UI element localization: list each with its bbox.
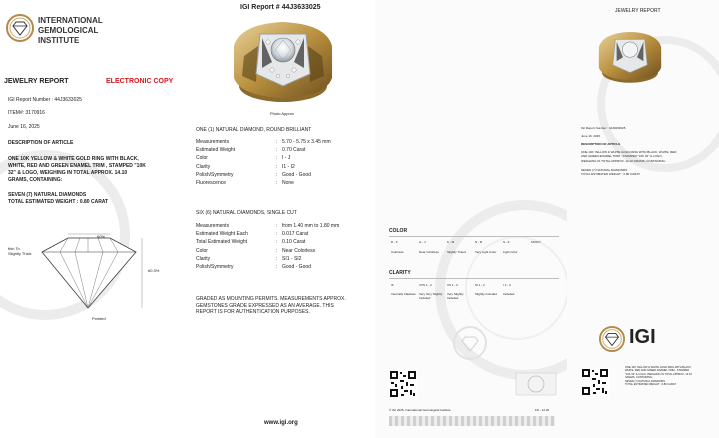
culet-label: Pointed [92,316,106,321]
section2-colons: : : : : : : [276,223,278,271]
copyright: © IGI 2025, International Gemological Institute [389,408,451,412]
igi-wordmark: IGI [629,326,656,348]
igi-logo-icon [599,326,625,352]
clarity-grade-row: IF VVS 1 - 2 VS 1 - 2 SI 1 - 2 I 1 - 3 [391,283,511,287]
section1-labels: Measurements Estimated Weight Color Clarity Polish/Symmetry Fluorescence [196,139,236,187]
table-percentage: 60% [97,234,106,239]
grading-scales-panel [375,0,567,438]
electronic-copy-label: ELECTRONIC COPY [106,78,174,85]
section1-colons: : : : : : : [276,139,278,187]
report-date: June 16, 2025 [8,124,40,130]
igi-logo-icon [6,14,34,42]
diamond-summary: SEVEN (7) NATURAL DIAMONDS TOTAL ESTIMATED WEIGHT : 0.80 CARAT [8,192,109,205]
jewelry-report-title: JEWELRY REPORT [615,8,661,14]
color-desc-row: Colorless Near Colorless Slightly Tinted Very Light Color Light Color [391,250,518,254]
report-number: IGI Report Number : 44J3633025 [8,97,82,103]
qr-side-text: ONE 10K YELLOW & WHITE GOLD RING WITH BLACK, WHITE, RED AND GREEN ENAMEL TRIM , STAMPED "10K 32" & LOGO, WEIGHING IN TOTAL APPROX. 14.10 GRAMS, CONTAINING: SEVEN (7) NATURAL DIAMONDS TOTAL ESTIMATED WEIGHT : 0.80 CARAT [625,366,692,387]
jewelry-report-title: JEWELRY REPORT [4,78,69,85]
report-panel-details [190,0,375,438]
section1-values: 5.70 - 5.75 x 3.45 mm 0.70 Carat I - J I1 - I2 Good - Good None [282,139,331,187]
section1-title: ONE (1) NATURAL DIAMOND, ROUND BRILLIANT [196,127,312,133]
section2-labels: Measurements Estimated Weight Each Total Estimated Weight Color Clarity Polish/Symmetry [196,223,248,271]
qr-code[interactable] [389,370,417,398]
ring-thumbnail [595,28,665,84]
section2-values: from 1.40 mm to 1.80 mm 0.017 Carat 0.10 Carat Near Colorless SI1 - SI2 Good - Good [282,223,340,271]
ring-photo [228,16,338,104]
proportion-diagram [30,232,148,314]
section2-title: SIX (6) NATURAL DIAMONDS, SINGLE CUT [196,210,297,216]
photo-caption: Photo Approx [270,111,295,116]
color-grade-row: D - F G - J K - M N - R S - Z FANCY [391,240,542,244]
security-hologram-icon [515,372,557,396]
fine-print-strip [389,416,555,426]
report-title: IGI Report # 44J3633025 [240,4,321,11]
clarity-desc-row: Internally Flawless Very Very Slightly Included Very Slightly Included Slightly Included Included [391,292,515,300]
diamond-summary: SEVEN (7) NATURAL DIAMONDS TOTAL ESTIMATED WEIGHT : 0.80 CARAT [581,168,640,177]
color-scale-line [389,236,559,237]
clarity-scale-title: CLARITY [389,270,411,276]
grading-note: GRADED AS MOUNTING PERMITS. MEASUREMENTS APPROX. GEMSTONES GRADE EXPRESSED AS AN AVERAGE. THIS REPORT IS FOR AUTHENTICATION PURPOSES. [196,296,346,315]
item-number: ITEM#: 3170916 [8,110,45,116]
description-header: DESCRIPTION OF ARTICLE [581,142,621,146]
form-code: FD - 12.20 [535,408,550,412]
report-panel-left [0,0,190,438]
color-scale-title: COLOR [389,228,408,234]
qr-code[interactable] [581,368,609,396]
org-name: INTERNATIONAL GEMOLOGICAL INSTITUTE [38,16,103,45]
description-text: ONE 10K YELLOW & WHITE GOLD RING WITH BLACK, WHITE, RED AND GREEN ENAMEL TRIM , STAMPED "10K 32" & LOGO, WEIGHING IN TOTAL APPROX. 14.10 GRAMS, CONTAINING: [581,150,677,163]
footer-url[interactable]: www.igi.org [264,420,298,426]
report-panel-right [567,0,719,438]
description-header: DESCRIPTION OF ARTICLE [8,140,74,146]
girdle-label: thin To Slightly Thick [8,246,32,256]
report-number: IGI Report Number : 44J3633025 [581,126,626,130]
depth-percentage: 60.3% [148,268,160,273]
clarity-scale-line [389,278,559,279]
report-date: June 16, 2025 [581,134,601,138]
seal-emblem-icon [453,326,487,360]
description-text: ONE 10K YELLOW & WHITE GOLD RING WITH BLACK, WHITE, RED AND GREEN ENAMEL TRIM , STAMPED "10K 32" & LOGO, WEIGHING IN TOTAL APPROX. 14.10 GRAMS, CONTAINING: [8,156,146,183]
